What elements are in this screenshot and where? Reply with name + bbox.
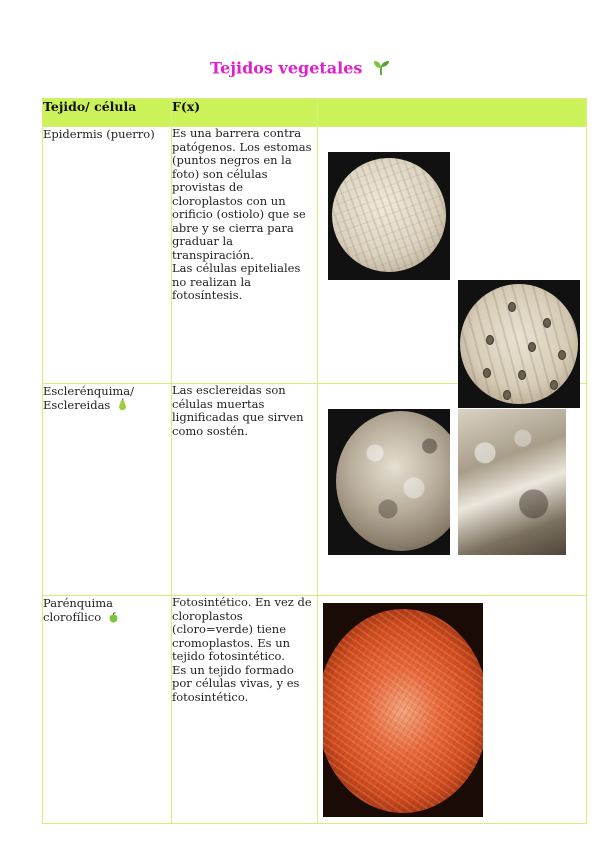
parenchyma-micrograph <box>323 603 483 817</box>
desc-line: cloroplastos <box>172 608 243 623</box>
sclereid-micrograph-2 <box>458 409 566 555</box>
tissue-name-line: Parénquima <box>43 596 113 610</box>
desc-line: cloroplastos con un <box>172 193 286 208</box>
desc-line: foto) son células <box>172 166 268 181</box>
desc-line: cromoplastos. Es un <box>172 635 291 650</box>
desc-line: por células vivas, y es <box>172 676 300 690</box>
epidermis-micrograph-1 <box>328 152 450 280</box>
desc-line: Es un tejido formado <box>172 662 294 677</box>
desc-line: Las células epiteliales <box>172 261 301 275</box>
desc-line: patógenos. Los estomas <box>172 139 312 154</box>
tissue-photos <box>318 127 587 384</box>
tissue-name-line: Esclerénquima/ <box>43 384 135 398</box>
tissue-name <box>43 384 172 596</box>
desc-line: tejido fotosintético. <box>172 649 285 663</box>
tissue-description <box>172 384 318 596</box>
pear-icon <box>117 398 128 414</box>
desc-line: como sostén. <box>172 423 249 438</box>
desc-line: no realizan la <box>172 274 252 289</box>
desc-line: (puntos negros en la <box>172 153 292 167</box>
desc-line: Es una barrera contra <box>172 126 302 140</box>
desc-line: abre y se cierra para <box>172 220 294 235</box>
tissue-name-line: clorofílico <box>43 610 171 626</box>
tissue-name-text: Epidermis (puerro) <box>43 127 155 141</box>
desc-line: fotosíntesis. <box>172 288 243 302</box>
desc-line: graduar la <box>172 234 234 248</box>
tissue-description <box>172 596 318 824</box>
table-row <box>43 384 587 596</box>
desc-line: transpiración. <box>172 247 254 262</box>
desc-line: lignificadas que sirven <box>172 410 304 424</box>
table-row <box>43 127 587 384</box>
desc-line: fotosintético. <box>172 689 249 704</box>
header-function: F(x) <box>172 99 318 127</box>
desc-line: Fotosintético. En vez de <box>172 595 312 609</box>
desc-line: (cloro=verde) tiene <box>172 622 287 636</box>
tissue-name-line: Esclereidas <box>43 398 171 414</box>
sclereid-micrograph-1 <box>328 409 450 555</box>
desc-line: células muertas <box>172 396 265 411</box>
desc-line: Las esclereidas son <box>172 383 286 397</box>
header-tissue: Tejido/ célula <box>43 99 172 127</box>
tissue-photos <box>318 596 587 824</box>
desc-line: orificio (ostiolo) que se <box>172 207 306 221</box>
bell-pepper-icon <box>108 612 119 626</box>
tissue-name <box>43 127 172 384</box>
table-row <box>43 596 587 824</box>
table-header-row <box>43 99 587 127</box>
tissue-photos <box>318 384 587 596</box>
page-title <box>0 58 600 80</box>
title-text: Tejidos vegetales <box>210 58 363 78</box>
sprout-icon <box>372 58 390 80</box>
tissue-name <box>43 596 172 824</box>
desc-line: provistas de <box>172 180 244 194</box>
header-empty <box>318 99 587 127</box>
tissue-table <box>42 98 587 824</box>
tissue-description <box>172 127 318 384</box>
